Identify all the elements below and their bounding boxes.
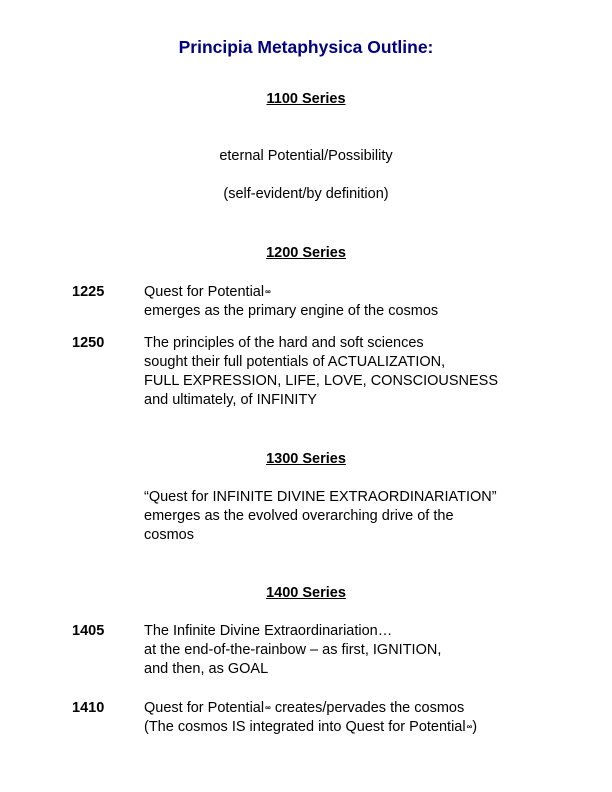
entry-line: emerges as the primary engine of the cosmos bbox=[144, 303, 439, 319]
entry-line: Quest for Potential∞ bbox=[144, 284, 271, 300]
entry-line: and ultimately, of INFINITY bbox=[144, 392, 317, 408]
entry-line: emerges as the evolved overarching drive of the bbox=[144, 508, 454, 524]
entry-line: sought their full potentials of ACTUALIZATION, bbox=[144, 354, 446, 370]
entry-line: The Infinite Divine Extraordinariation… bbox=[144, 623, 393, 639]
entry-line: Quest for Potential∞ creates/pervades the cosmos bbox=[144, 700, 465, 716]
series-1100-line2: (self-evident/by definition) bbox=[223, 186, 389, 202]
infinity-superscript: ∞ bbox=[265, 703, 271, 712]
entry-number-1405: 1405 bbox=[72, 623, 105, 639]
entry-number-1225: 1225 bbox=[72, 284, 105, 300]
entry-line: FULL EXPRESSION, LIFE, LOVE, CONSCIOUSNESS bbox=[144, 373, 499, 389]
entry-line: and then, as GOAL bbox=[144, 661, 269, 677]
entry-number-1410: 1410 bbox=[72, 700, 105, 716]
infinity-superscript: ∞ bbox=[265, 287, 271, 296]
entry-line: “Quest for INFINITE DIVINE EXTRAORDINARIATION” bbox=[144, 489, 497, 505]
entry-text-1405 bbox=[144, 622, 441, 679]
series-1300-text bbox=[144, 488, 497, 545]
series-1400-heading: 1400 Series bbox=[266, 585, 346, 601]
page-title: Principia Metaphysica Outline: bbox=[178, 37, 434, 57]
entry-line: The principles of the hard and soft sciences bbox=[144, 335, 424, 351]
entry-text-1250 bbox=[144, 334, 498, 410]
series-1100-heading: 1100 Series bbox=[266, 91, 346, 107]
series-1100-line1: eternal Potential/Possibility bbox=[219, 148, 393, 164]
series-1300-heading: 1300 Series bbox=[266, 451, 346, 467]
entry-number-1250: 1250 bbox=[72, 335, 105, 351]
infinity-superscript: ∞ bbox=[466, 722, 473, 731]
entry-text-1410 bbox=[144, 699, 477, 737]
entry-line: (The cosmos IS integrated into Quest for Potential∞) bbox=[144, 719, 478, 735]
series-1200-heading: 1200 Series bbox=[266, 245, 346, 261]
entry-text-1225 bbox=[144, 283, 438, 321]
entry-line: at the end-of-the-rainbow – as first, IGNITION, bbox=[144, 642, 442, 658]
entry-line: cosmos bbox=[144, 527, 194, 543]
